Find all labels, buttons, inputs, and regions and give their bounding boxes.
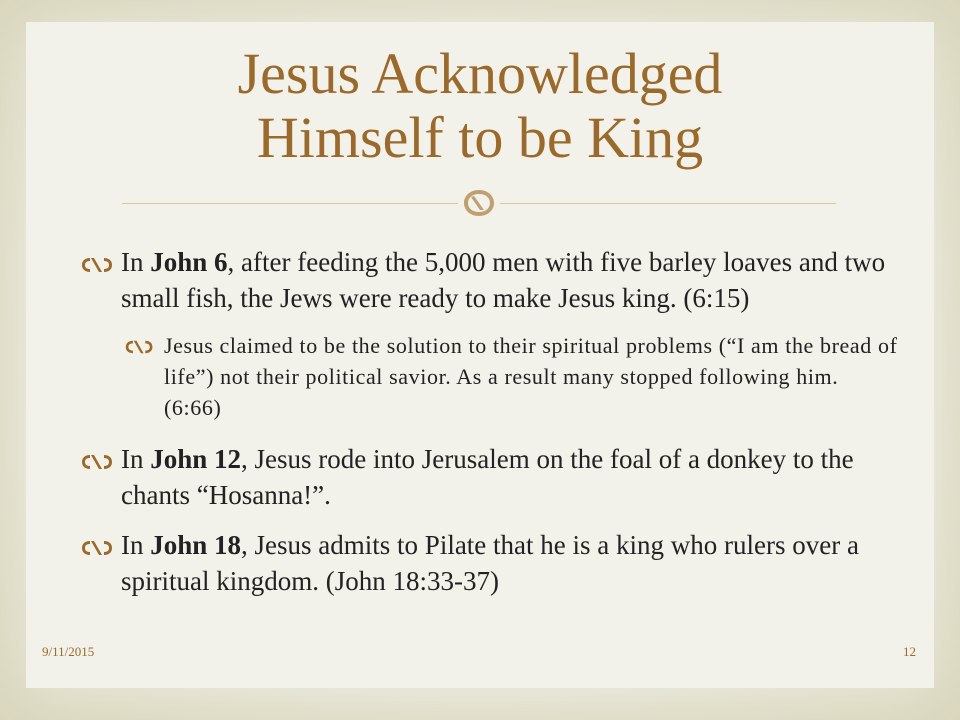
bullet-item-2 [80, 441, 900, 513]
bullet-3-reference: John 18 [150, 530, 242, 560]
ornament-bullet-icon [80, 256, 116, 274]
bullet-3-text: , Jesus admits to Pilate that he is a king who rulers over a spiritual kingdom. (John 18:33-37) [121, 530, 859, 596]
bullet-1-reference: John 6 [150, 247, 228, 277]
bullet-2-prefix: In [121, 444, 151, 474]
ornament-bullet-icon [80, 453, 116, 471]
bullet-item-3 [80, 527, 900, 599]
bullet-1-prefix: In [121, 247, 151, 277]
bullet-1-text: , after feeding the 5,000 men with five barley loaves and two small fish, the Jews were ready to make Jesus king. (6:15) [121, 247, 886, 313]
title-divider-right [500, 203, 836, 204]
title-divider-left [122, 203, 458, 204]
footer-date: 9/11/2015 [42, 644, 95, 659]
bullet-item-1 [80, 244, 900, 316]
slide-title [60, 42, 900, 170]
sub-bullet-text: Jesus claimed to be the solution to their spiritual problems (“I am the bread of life”) not their political savior. As a result many stopped following him. (6:66) [164, 333, 898, 420]
footer-page-number: 12 [903, 644, 916, 659]
title-line-2: Himself to be King [256, 105, 704, 170]
ornament-bullet-icon [124, 338, 156, 356]
sub-bullet-item [124, 330, 900, 423]
ornament-divider-icon [460, 186, 498, 220]
title-line-1: Jesus Acknowledged [237, 41, 723, 106]
bullet-3-prefix: In [121, 530, 151, 560]
bullet-2-text: , Jesus rode into Jerusalem on the foal of a donkey to the chants “Hosanna!”. [121, 444, 854, 510]
bullet-2-reference: John 12 [150, 444, 242, 474]
slide-body [80, 244, 900, 613]
ornament-bullet-icon [80, 539, 116, 557]
